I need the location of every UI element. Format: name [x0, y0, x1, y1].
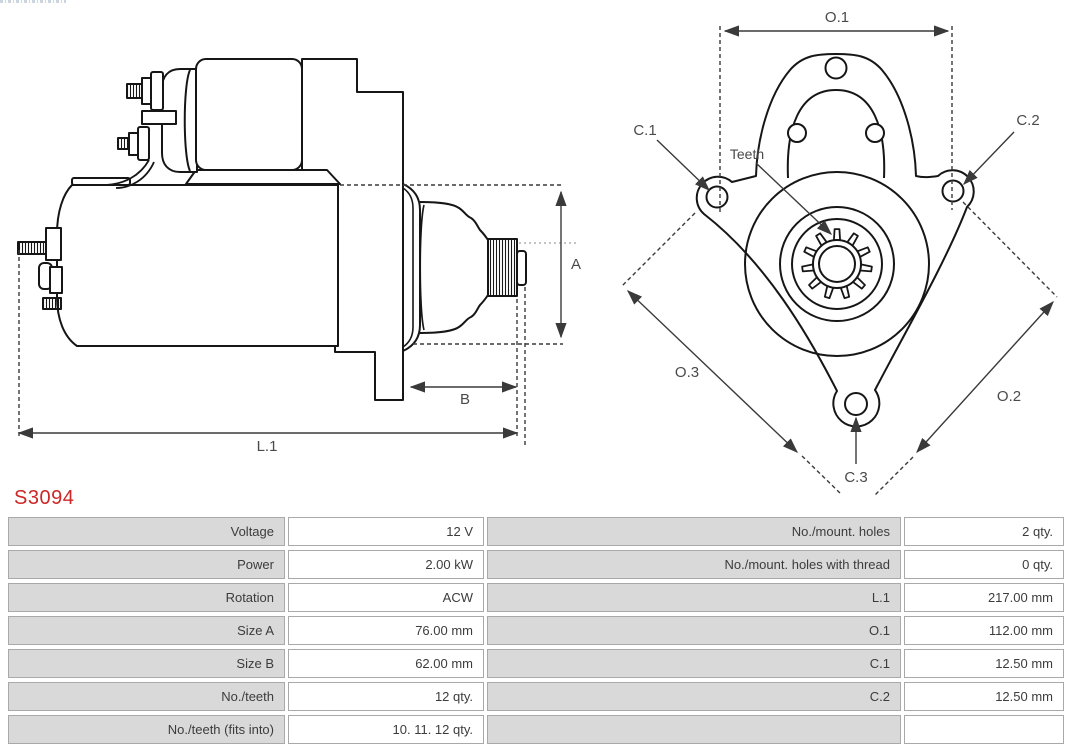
body-terminal-block — [46, 228, 61, 260]
spec-value: 0 qty. — [904, 550, 1064, 579]
o2-ext-bottom — [874, 457, 913, 496]
bell-housing-inner — [420, 205, 424, 330]
spec-label: Size B — [8, 649, 285, 678]
o2-ext-top — [963, 202, 1057, 297]
side-view-drawing — [18, 59, 526, 400]
spec-value: 217.00 mm — [904, 583, 1064, 612]
spec-value: 12.50 mm — [904, 682, 1064, 711]
spec-value: 12.50 mm — [904, 649, 1064, 678]
o3-ext-bottom — [802, 456, 841, 494]
spec-label — [487, 715, 901, 744]
spec-table — [8, 517, 1064, 744]
motor-body — [57, 185, 338, 346]
mount-hole-c1 — [707, 187, 728, 208]
dim-label-c3: C.3 — [844, 469, 868, 486]
dim-label-o2: O.2 — [996, 388, 1022, 405]
flange-plate-inner — [403, 188, 413, 347]
solenoid-body — [196, 59, 302, 170]
spec-label: C.1 — [487, 649, 901, 678]
dim-label-teeth: Teeth — [729, 146, 765, 162]
spec-label: Power — [8, 550, 285, 579]
pinion-end-cap — [517, 251, 526, 285]
body-terminal-stud — [18, 242, 46, 254]
upper-terminal-plate — [151, 72, 163, 110]
spec-value — [904, 715, 1064, 744]
dim-line-o2 — [917, 302, 1053, 452]
spec-value: 76.00 mm — [288, 616, 484, 645]
part-number: S3094 — [14, 487, 75, 509]
mount-hole-c3 — [845, 393, 867, 415]
terminal-bar — [142, 111, 176, 124]
dim-label-o1: O.1 — [824, 9, 850, 26]
shaft-bore-circle — [819, 246, 855, 282]
spec-value: 2 qty. — [904, 517, 1064, 546]
spec-label: No./mount. holes with thread — [487, 550, 901, 579]
spec-label: O.1 — [487, 616, 901, 645]
solenoid-base — [186, 170, 340, 184]
spec-label: No./teeth (fits into) — [8, 715, 285, 744]
mount-hole-c2 — [943, 181, 964, 202]
spec-label: No./mount. holes — [487, 517, 901, 546]
dim-label-c2: C.2 — [1016, 112, 1040, 129]
bell-housing-top — [420, 202, 488, 240]
spec-label: C.2 — [487, 682, 901, 711]
pinion-gear — [488, 239, 517, 296]
lower-terminal-stud — [118, 138, 129, 149]
body-terminal-block-2 — [50, 267, 62, 293]
lower-terminal-plate — [138, 127, 149, 160]
dim-line-o3 — [628, 291, 797, 452]
spec-value: 12 qty. — [288, 682, 484, 711]
spec-label: Voltage — [8, 517, 285, 546]
front-view-drawing — [697, 54, 974, 426]
spec-label: Size A — [8, 616, 285, 645]
o3-ext-top — [622, 213, 695, 286]
spec-value: 62.00 mm — [288, 649, 484, 678]
spec-label: No./teeth — [8, 682, 285, 711]
spec-value: 112.00 mm — [904, 616, 1064, 645]
dome-left-hole — [788, 124, 806, 142]
dim-label-o3: O.3 — [674, 364, 700, 381]
spec-label: Rotation — [8, 583, 285, 612]
c1-leader — [657, 140, 709, 190]
flange-plate — [403, 184, 420, 351]
c2-leader — [964, 132, 1014, 184]
upper-terminal-stud — [127, 84, 142, 98]
spec-value: 12 V — [288, 517, 484, 546]
dim-label-b: B — [459, 391, 471, 408]
bell-housing-bottom — [420, 295, 488, 333]
upper-terminal-nut — [142, 78, 151, 104]
dome-top-hole — [826, 58, 847, 79]
spec-value: 10. 11. 12 qty. — [288, 715, 484, 744]
spec-label: L.1 — [487, 583, 901, 612]
spec-value: ACW — [288, 583, 484, 612]
dim-label-c1: C.1 — [633, 122, 657, 139]
dome-right-hole — [866, 124, 884, 142]
spec-value: 2.00 kW — [288, 550, 484, 579]
lower-terminal-nut — [129, 133, 138, 155]
dim-label-a: A — [570, 256, 582, 273]
body-terminal-stud-2 — [43, 298, 61, 309]
dim-label-l1: L.1 — [256, 438, 278, 455]
